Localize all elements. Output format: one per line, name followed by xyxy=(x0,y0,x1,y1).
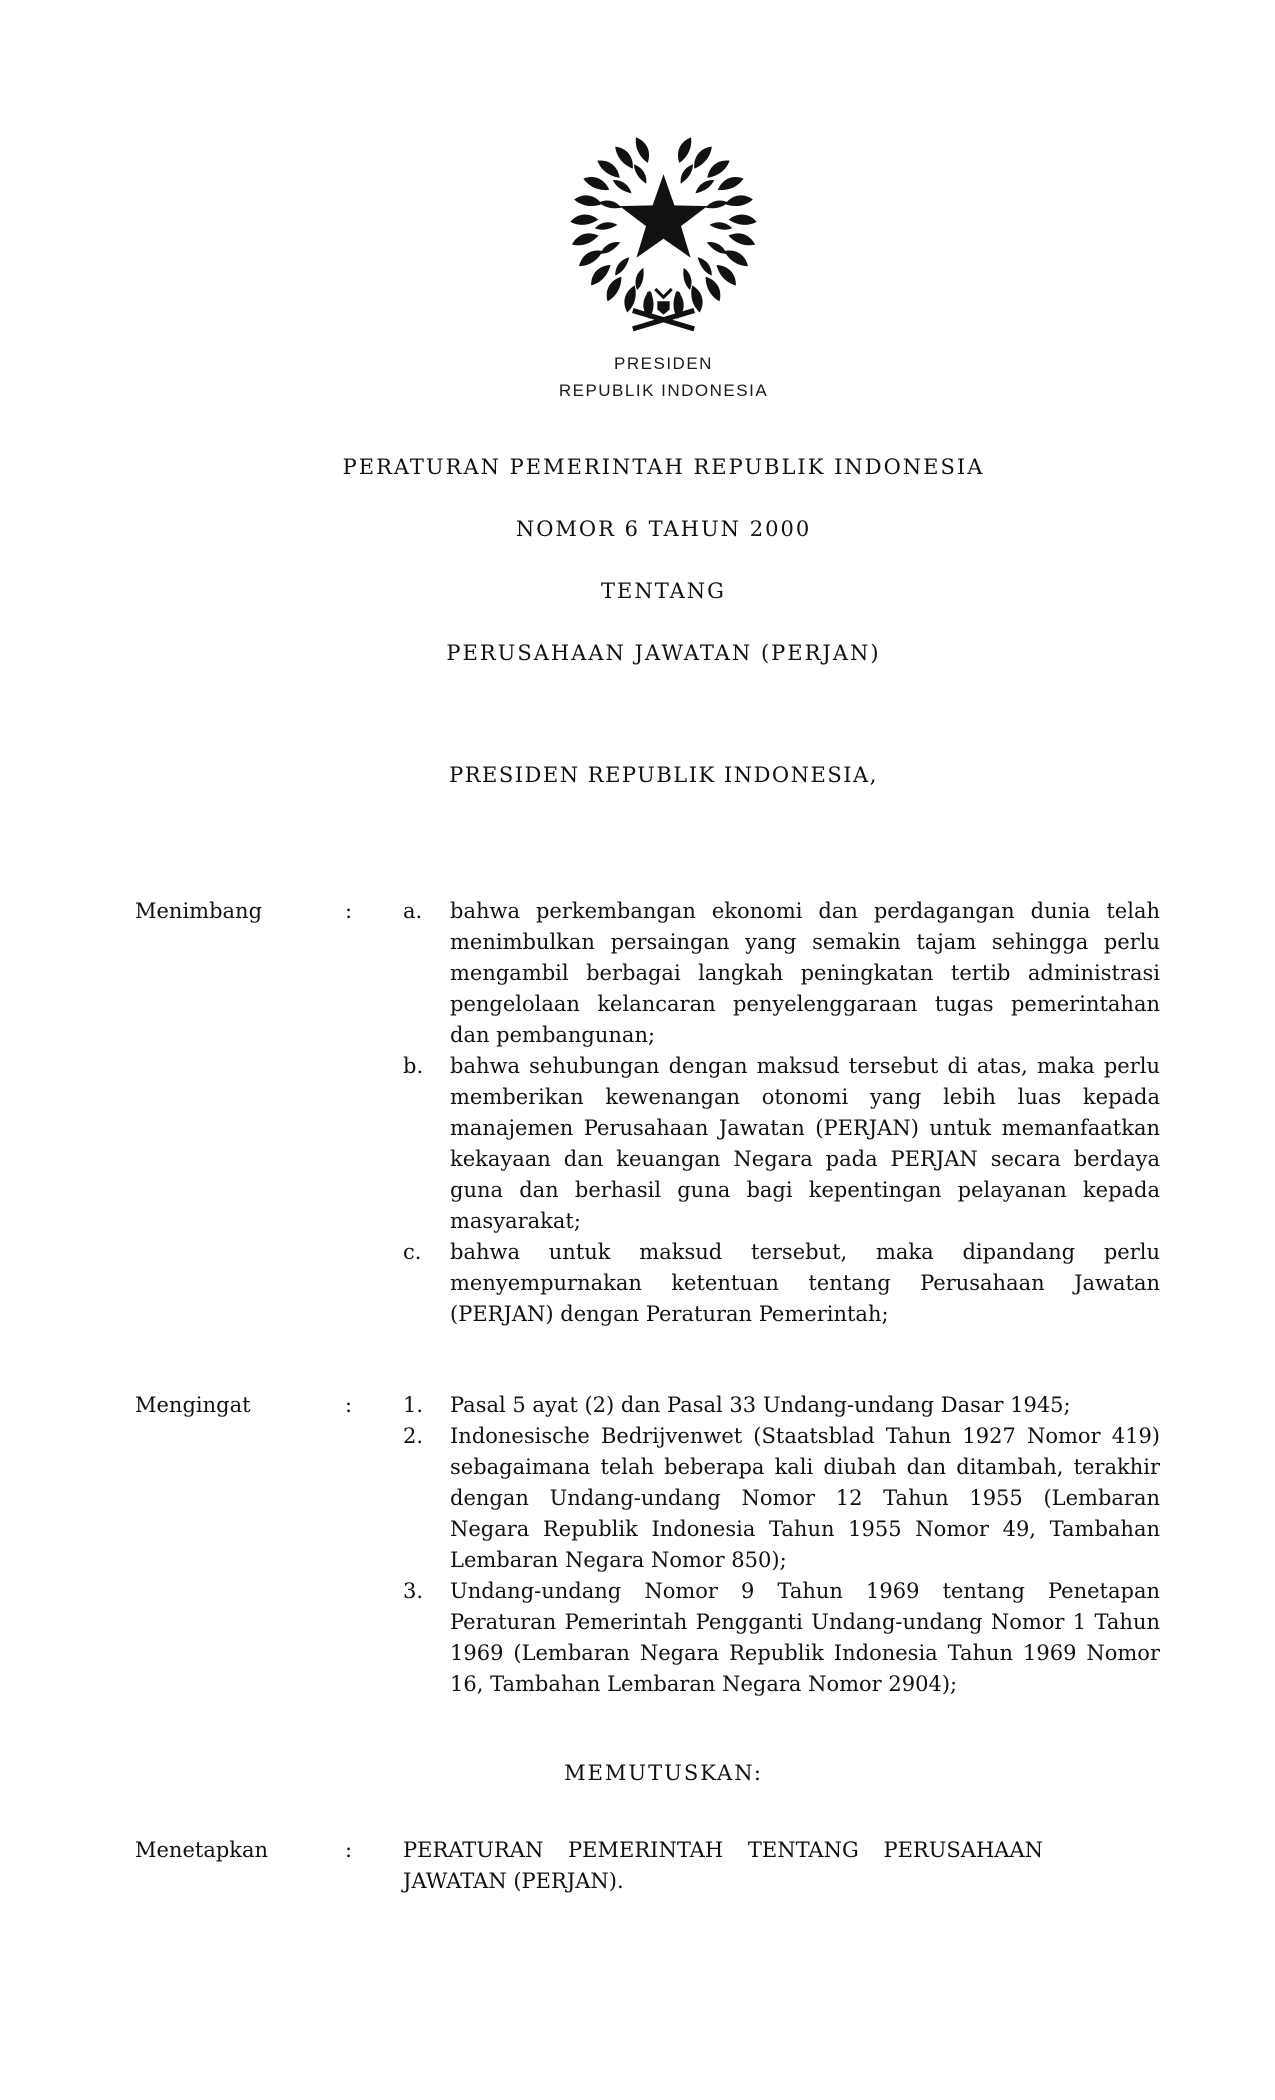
list-text: bahwa sehubungan dengan maksud tersebut di atas, maka perlu memberikan kewenangan otonomi yang lebih luas kepada manajemen Perusahaan Jawatan (PERJAN) untuk memanfaatkan kekayaan dan keuangan Negara pada PERJAN secara berdaya guna dan berhasil guna bagi kepentingan pelayanan kepada masyarakat; xyxy=(450,1054,1160,1233)
clause-menetapkan xyxy=(135,1835,1160,1897)
list-item xyxy=(403,1237,1160,1330)
list-item xyxy=(403,1051,1160,1237)
list-marker: 1. xyxy=(403,1393,424,1417)
list-text: bahwa untuk maksud tersebut, maka dipandang perlu menyempurnakan ketentuan tentang Perusahaan Jawatan (PERJAN) dengan Peraturan Pemerintah; xyxy=(450,1240,1160,1326)
presiden-label: PRESIDEN xyxy=(614,354,713,373)
title-line-1: PERATURAN PEMERINTAH REPUBLIK INDONESIA xyxy=(342,455,985,479)
republik-indonesia-label: REPUBLIK INDONESIA xyxy=(558,381,769,400)
list-marker: c. xyxy=(403,1240,422,1264)
list-item xyxy=(403,896,1160,1051)
clause-label: Mengingat xyxy=(135,1393,251,1417)
list-text: Undang-undang Nomor 9 Tahun 1969 tentang Penetapan Peraturan Pemerintah Pengganti Undang-undang Nomor 1 Tahun 1969 (Lembaran Negara Republik Indonesia Tahun 1969 Nomor 16, Tambahan Lembaran Negara Nomor 2904); xyxy=(450,1579,1160,1696)
star-icon xyxy=(620,174,708,257)
clause-mengingat xyxy=(135,1390,1160,1700)
clause-colon: : xyxy=(345,1393,353,1417)
clause-label: Menimbang xyxy=(135,899,263,923)
list-marker: b. xyxy=(403,1054,424,1078)
list-text: Pasal 5 ayat (2) dan Pasal 33 Undang-undang Dasar 1945; xyxy=(450,1393,1071,1417)
clause-colon: : xyxy=(345,899,353,923)
salutation: PRESIDEN REPUBLIK INDONESIA, xyxy=(449,763,878,787)
title-line-subject: PERUSAHAAN JAWATAN (PERJAN) xyxy=(446,641,881,665)
emblem-row xyxy=(151,0,1176,336)
clause-menimbang xyxy=(135,896,1160,1330)
clause-label: Menetapkan xyxy=(135,1838,269,1862)
national-emblem-icon xyxy=(561,120,766,332)
list-item xyxy=(403,1390,1160,1421)
menetapkan-text: PERATURAN PEMERINTAH TENTANG PERUSAHAAN JAWATAN (PERJAN). xyxy=(403,1838,1043,1893)
list-item xyxy=(403,1576,1160,1700)
list-item xyxy=(403,1421,1160,1576)
clause-colon: : xyxy=(345,1838,353,1862)
list-text: bahwa perkembangan ekonomi dan perdagangan dunia telah menimbulkan persaingan yang semakin tajam sehingga perlu mengambil berbagai langkah peningkatan tertib administrasi pengelolaan kelancaran penyelenggaraan tugas pemerintahan dan pembangunan; xyxy=(450,899,1160,1047)
list-marker: 2. xyxy=(403,1424,424,1448)
list-marker: 3. xyxy=(403,1579,424,1603)
agency-header xyxy=(151,350,1176,404)
title-line-number: NOMOR 6 TAHUN 2000 xyxy=(515,517,812,541)
list-text: Indonesische Bedrijvenwet (Staatsblad Tahun 1927 Nomor 419) sebagaimana telah beberapa kali diubah dan ditambah, terakhir dengan Undang-undang Nomor 12 Tahun 1955 (Lembaran Negara Republik Indonesia Tahun 1955 Nomor 49, Tambahan Lembaran Negara Nomor 850); xyxy=(450,1424,1160,1572)
clause-body xyxy=(403,896,1160,1330)
list-marker: a. xyxy=(403,899,423,923)
memutuskan-heading: MEMUTUSKAN: xyxy=(564,1761,763,1785)
title-line-tentang: TENTANG xyxy=(601,579,726,603)
clause-body xyxy=(403,1390,1160,1700)
clause-body xyxy=(403,1835,1160,1897)
